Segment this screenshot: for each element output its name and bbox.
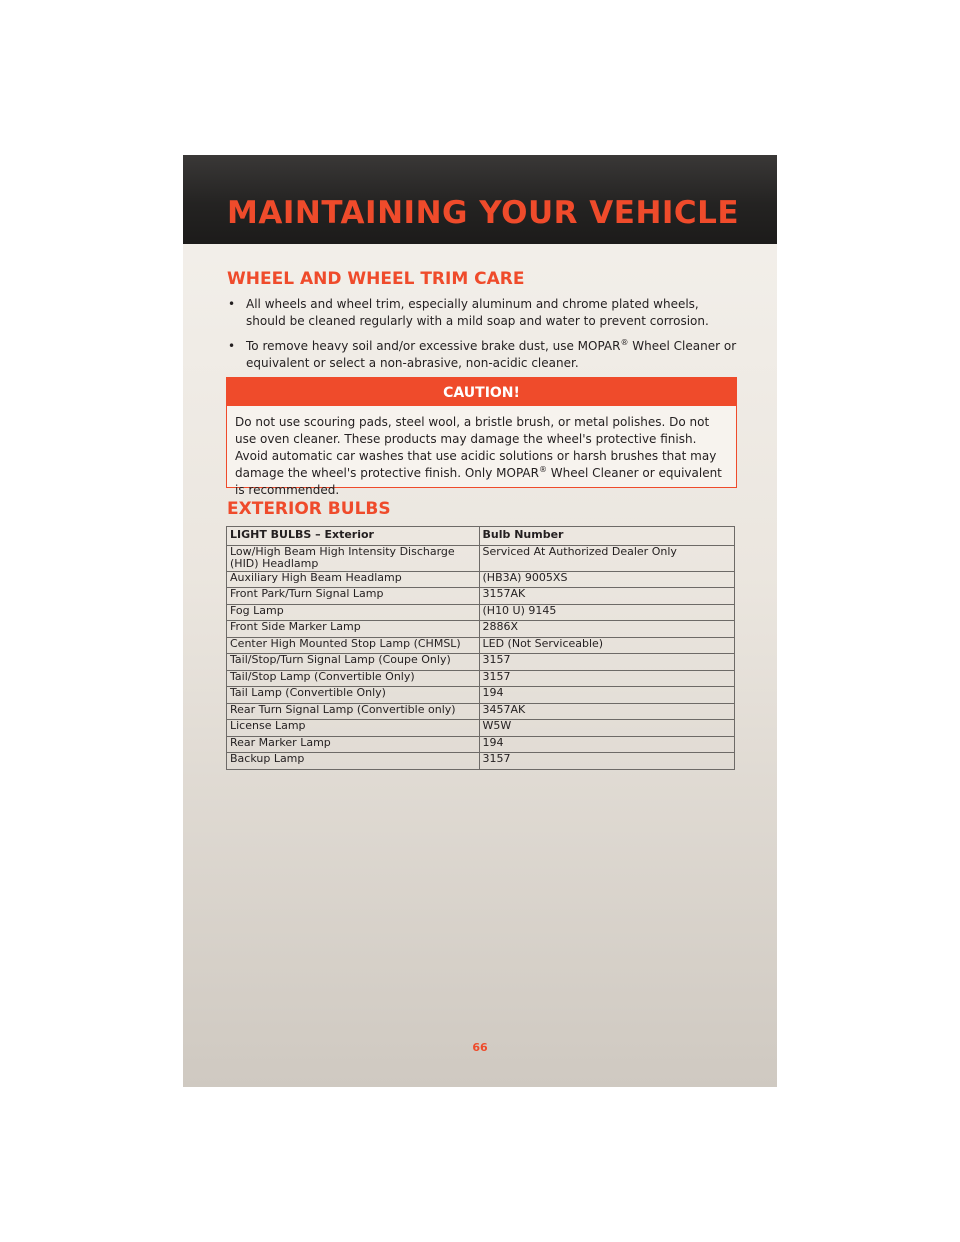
- bulb-number: 2886X: [479, 621, 735, 638]
- exterior-bulbs-heading: EXTERIOR BULBS: [227, 499, 391, 519]
- caution-title: CAUTION!: [227, 378, 736, 406]
- bulb-name: Fog Lamp: [227, 604, 480, 621]
- table-row: [227, 654, 735, 671]
- caution-text-a: Do not use scouring pads, steel wool, a bristle brush, or metal polishes. Do not use oven cleaner. These products may damage the wheel's protective finish. Avoid automatic car washes that use acidic solutions or harsh brushes that may damage the wheel's protective finish. Only MOPAR: [235, 415, 717, 480]
- wheel-care-heading: WHEEL AND WHEEL TRIM CARE: [227, 269, 525, 289]
- wheel-care-list: [227, 296, 737, 380]
- registered-mark: ®: [538, 465, 547, 474]
- bulb-name: Center High Mounted Stop Lamp (CHMSL): [227, 637, 480, 654]
- bulb-number: 3157AK: [479, 588, 735, 605]
- bulb-name: License Lamp: [227, 720, 480, 737]
- bulb-name: Tail/Stop Lamp (Convertible Only): [227, 670, 480, 687]
- table-row: [227, 571, 735, 588]
- caution-text: [227, 406, 736, 499]
- bullet-icon: •: [228, 297, 236, 311]
- section-title: MAINTAINING YOUR VEHICLE: [227, 195, 740, 231]
- table-row: [227, 604, 735, 621]
- table-row: [227, 637, 735, 654]
- table-row: [227, 736, 735, 753]
- page-number: 66: [472, 1041, 488, 1054]
- bulb-number: Serviced At Authorized Dealer Only: [479, 545, 735, 571]
- table-row: [227, 670, 735, 687]
- bulb-name: Low/High Beam High Intensity Discharge (HID) Headlamp: [227, 545, 480, 571]
- table-row: [227, 621, 735, 638]
- bulb-name: Tail Lamp (Convertible Only): [227, 687, 480, 704]
- bulb-number: (HB3A) 9005XS: [479, 571, 735, 588]
- bulb-table: [226, 526, 735, 770]
- registered-mark: ®: [620, 338, 629, 347]
- column-header-light-bulbs: LIGHT BULBS – Exterior: [227, 527, 480, 546]
- section-header-bar: [183, 155, 777, 244]
- bulb-number: LED (Not Serviceable): [479, 637, 735, 654]
- table-row: [227, 588, 735, 605]
- bulb-name: Rear Marker Lamp: [227, 736, 480, 753]
- bulb-number: 3157: [479, 654, 735, 671]
- list-item: [227, 296, 737, 330]
- bulb-number: 194: [479, 736, 735, 753]
- list-item: [227, 338, 737, 372]
- bulb-name: Front Park/Turn Signal Lamp: [227, 588, 480, 605]
- bulb-number: 3457AK: [479, 703, 735, 720]
- bullet-text: All wheels and wheel trim, especially aluminum and chrome plated wheels, should be cleaned regularly with a mild soap and water to prevent corrosion.: [246, 297, 709, 328]
- table-row: [227, 753, 735, 770]
- bulb-number: 3157: [479, 753, 735, 770]
- bulb-number: (H10 U) 9145: [479, 604, 735, 621]
- bulb-name: Front Side Marker Lamp: [227, 621, 480, 638]
- table-row: [227, 687, 735, 704]
- bulb-name: Tail/Stop/Turn Signal Lamp (Coupe Only): [227, 654, 480, 671]
- bullet-icon: •: [228, 339, 236, 353]
- table-row: [227, 703, 735, 720]
- bulb-name: Backup Lamp: [227, 753, 480, 770]
- table-header-row: [227, 527, 735, 546]
- bulb-number: 194: [479, 687, 735, 704]
- bulb-name: Rear Turn Signal Lamp (Convertible only): [227, 703, 480, 720]
- column-header-bulb-number: Bulb Number: [479, 527, 735, 546]
- table-row: [227, 545, 735, 571]
- bulb-number: W5W: [479, 720, 735, 737]
- bulb-number: 3157: [479, 670, 735, 687]
- manual-page: [183, 155, 777, 1087]
- caution-text-b: Wheel Cleaner or equivalent is recommended.: [235, 466, 722, 497]
- bullet-text-a: To remove heavy soil and/or excessive brake dust, use MOPAR: [246, 339, 621, 353]
- bullet-text-b: Wheel Cleaner or equivalent or select a non-abrasive, non-acidic cleaner.: [246, 339, 737, 370]
- bulb-name: Auxiliary High Beam Headlamp: [227, 571, 480, 588]
- table-row: [227, 720, 735, 737]
- caution-box: [226, 377, 737, 497]
